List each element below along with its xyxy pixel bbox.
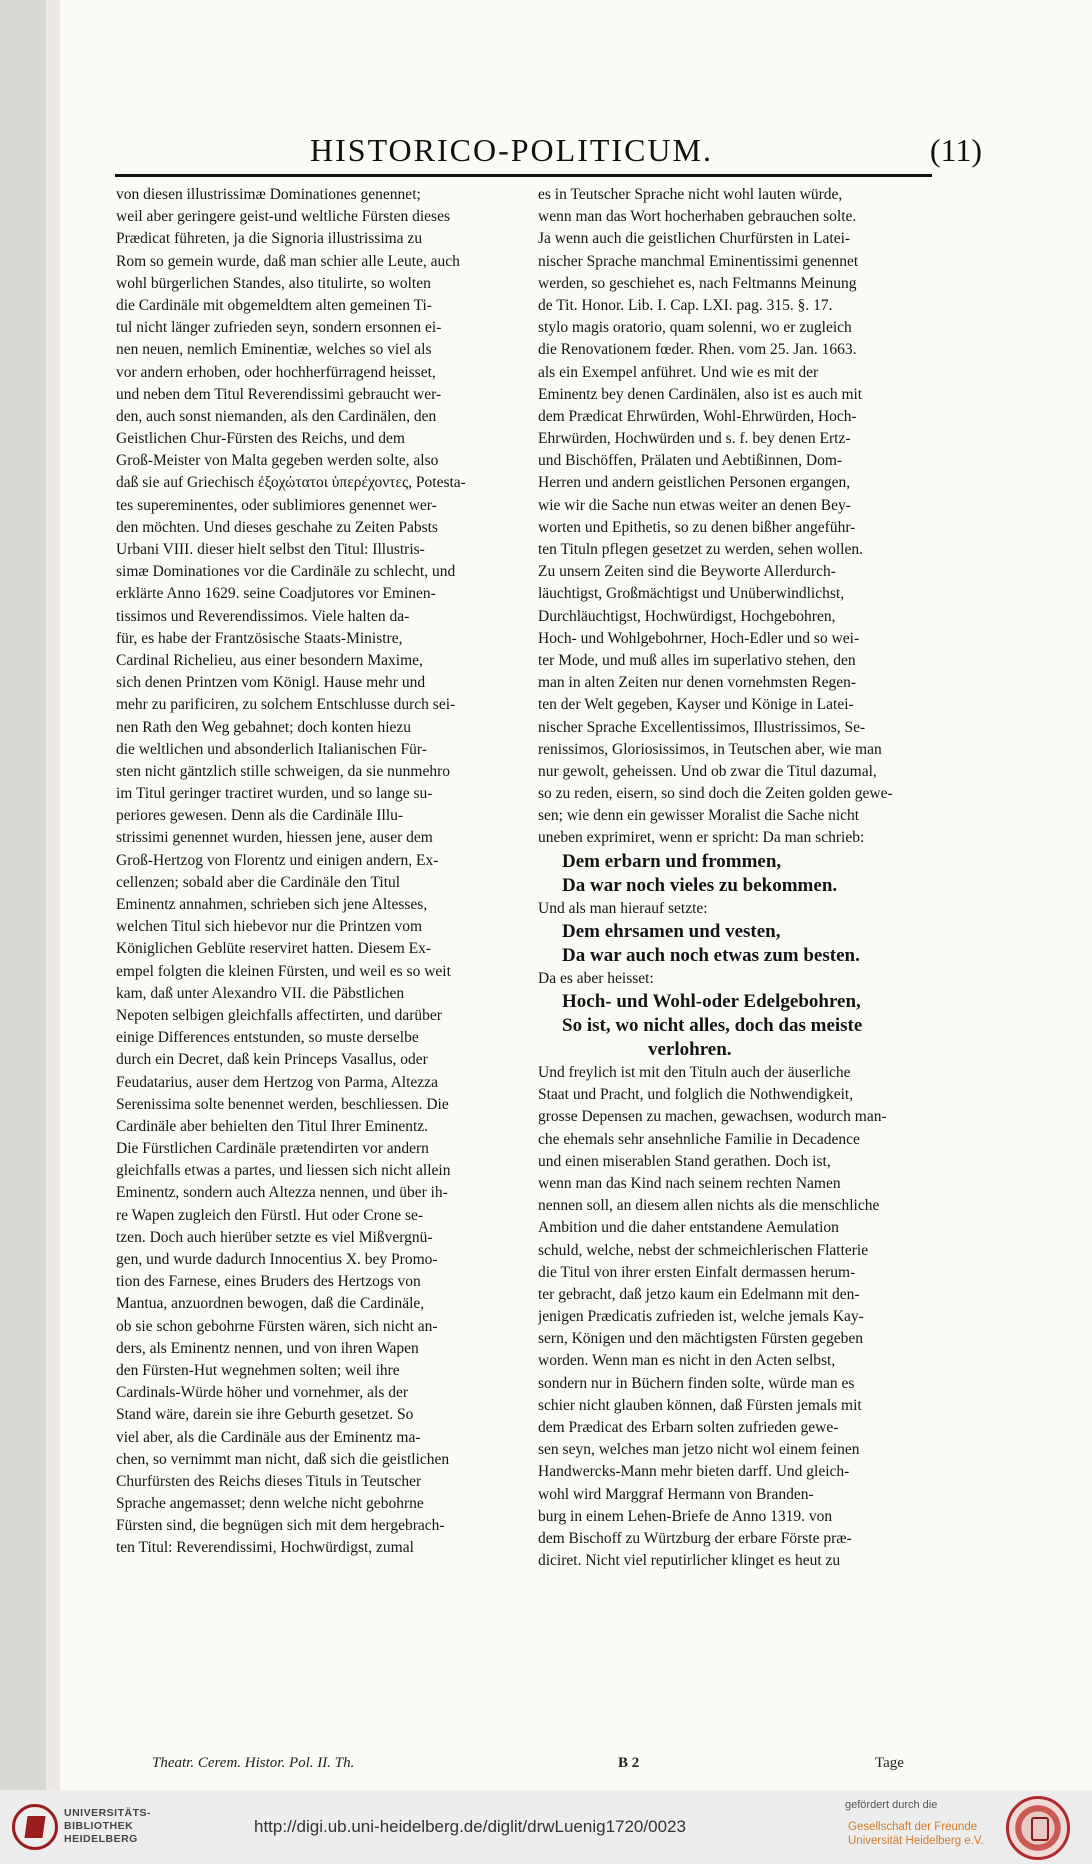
catchword: Tage bbox=[875, 1755, 904, 1771]
text-line: jenigen Prædicatis zufrieden ist, welche jemals Kay- bbox=[538, 1308, 864, 1326]
text-line: den Fürsten-Hut wegnehmen solten; weil ihre bbox=[116, 1361, 400, 1379]
text-line: worden. Wenn man es nicht in den Acten selbst, bbox=[538, 1352, 836, 1370]
text-line: ter Mode, und muß alles im superlativo stehen, den bbox=[538, 651, 856, 669]
text-line: Staat und Pracht, und folglich die Nothwendigkeit, bbox=[538, 1086, 854, 1104]
viewer-footer bbox=[0, 1790, 1092, 1864]
text-line: grosse Depensen zu machen, gewachsen, wodurch man- bbox=[538, 1108, 887, 1126]
text-line: die Cardinäle mit obgemeldtem alten gemeinen Ti- bbox=[116, 296, 432, 314]
text-line: uneben exprimiret, wenn er spricht: Da man schrieb: bbox=[538, 829, 865, 847]
text-line: Königlichen Geblüte reserviret hatten. Diesem Ex- bbox=[116, 940, 432, 958]
text-line: gen, und wurde dadurch Innocentius X. bey Promo- bbox=[116, 1251, 438, 1268]
text-line: schier nicht glauben können, daß Fürsten jemals mit bbox=[538, 1396, 862, 1414]
text-line: che ehemals sehr ansehnliche Familie in Decadence bbox=[538, 1130, 860, 1148]
page-number: (11) bbox=[929, 132, 982, 168]
text-line: nen neuen, nemlich Eminentiæ, welches so viel als bbox=[116, 341, 432, 359]
text-line: die Renovationem fœder. Rhen. vom 25. Jan. 1663. bbox=[538, 341, 857, 359]
text-line: dem Prædicat Ehrwürden, Wohl-Ehrwürden, Hoch- bbox=[538, 407, 857, 425]
text-line: die Titul von ihrer ersten Einfalt dermassen herum- bbox=[538, 1263, 856, 1281]
right-column bbox=[538, 184, 944, 1572]
text-line: erklärte Anno 1629. seine Coadjutores vor Eminen- bbox=[116, 585, 436, 603]
text-line: Mantua, anzuordnen bewogen, daß die Cardinäle, bbox=[116, 1295, 425, 1313]
university-seal-icon bbox=[12, 1804, 58, 1850]
text-line: tzen. Doch auch hierüber setzte es viel Mißvergnü- bbox=[116, 1228, 433, 1246]
text-line: den, auch sonst niemanden, als den Cardinälen, den bbox=[116, 407, 437, 425]
text-line: weil aber geringere geist-und weltliche Fürsten dieses bbox=[116, 208, 450, 226]
text-line: tes supereminentes, oder sublimiores genennet wer- bbox=[116, 496, 437, 514]
text-line: Eminentz annahmen, schrieben sich jene Altesses, bbox=[116, 896, 428, 913]
text-line: dem Prædicat des Erbarn solten zufrieden gewe- bbox=[538, 1419, 839, 1436]
text-line: so zu reden, eisern, so sind doch die Zeiten golden gewe- bbox=[538, 785, 893, 803]
text-line: Geistlichen Chur-Fürsten des Reichs, und dem bbox=[116, 430, 405, 448]
left-column bbox=[116, 184, 526, 1560]
sponsor-name[interactable]: Gesellschaft der Freunde Universität Heidelberg e.V. bbox=[848, 1821, 984, 1847]
text-line: wohl bürgerlichen Standes, also titulirte, so wolten bbox=[116, 274, 431, 292]
text-line: Eminentz, sondern auch Altezza nennen, und über ih- bbox=[116, 1184, 448, 1202]
verse-line: verlohren. bbox=[648, 1039, 732, 1060]
text-line: im Titul geringer tractiret wurden, und so lange su- bbox=[116, 785, 433, 803]
text-line: und Bischöffen, Prälaten und Aebtißinnen, Dom- bbox=[538, 452, 843, 470]
text-line: worten und Epithetis, so zu denen bißher angeführ- bbox=[538, 518, 856, 536]
right-column-text-top bbox=[538, 184, 944, 850]
text-line: tissimos und Reverendissimos. Viele halten da- bbox=[116, 607, 410, 625]
text-line: renissimos, Gloriosissimos, in Teutschen aber, wie man bbox=[538, 740, 882, 758]
text-line: strissimi genennet wurden, hiessen jene, auser dem bbox=[116, 829, 433, 847]
text-line: stylo magis oratorio, quam solenni, wo er zugleich bbox=[538, 319, 852, 337]
text-line: werden, so geschiehet es, nach Feltmanns Meinung bbox=[538, 274, 857, 292]
text-line: die weltlichen und absonderlich Italianischen Für- bbox=[116, 740, 427, 758]
text-line: dem Bischoff zu Würtzburg der erbare Förste præ- bbox=[538, 1529, 852, 1547]
text-line: Cardinal Richelieu, aus einer besondern Maxime, bbox=[116, 651, 423, 669]
text-line: wenn man das Wort hocherhaben gebrauchen solte. bbox=[538, 208, 857, 226]
text-line: nischer Sprache Excellentissimos, Illustrissimos, Se- bbox=[538, 718, 866, 736]
header-rule bbox=[115, 174, 932, 177]
verse-line: Da war noch vieles zu bekommen. bbox=[562, 874, 838, 896]
text-line: wohl wird Marggraf Hermann von Branden- bbox=[538, 1485, 814, 1503]
page-gutter bbox=[0, 0, 46, 1790]
text-line: Rom so gemein wurde, daß man schier alle Leute, auch bbox=[116, 252, 460, 270]
text-line: burg in einem Lehen-Briefe de Anno 1319. von bbox=[538, 1507, 833, 1525]
verse-line: Dem erbarn und frommen, bbox=[562, 850, 782, 872]
text-line: läuchtigst, Großmächtigst und Unüberwindlichst, bbox=[538, 585, 845, 603]
text-line: Feudatarius, auser dem Hertzog von Parma, Altezza bbox=[116, 1073, 438, 1091]
text-line: ten Tituln pflegen gesetzet zu werden, sehen wollen. bbox=[538, 541, 863, 558]
text-line: Handwercks-Mann mehr bieten darff. Und gleich- bbox=[538, 1463, 850, 1481]
text-line: Groß-Meister von Malta gegeben werden solte, also bbox=[116, 452, 439, 470]
text-line: Cardinals-Würde höher und vornehmer, als der bbox=[116, 1384, 409, 1402]
text-line: schuld, welche, nebst der schmeichlerischen Flatterie bbox=[538, 1241, 869, 1259]
text-line: Hoch- und Wohlgebohrner, Hoch-Edler und so wei- bbox=[538, 629, 860, 647]
text-line: cellenzen; sobald aber die Cardinäle den Titul bbox=[116, 873, 401, 891]
text-line: wie wir die Sache nun etwas weiter an denen Bey- bbox=[538, 496, 851, 514]
text-line: Prædicat führeten, ja die Signoria illustrissima zu bbox=[116, 230, 423, 248]
text-line: chen, so vernimmt man nicht, daß sich die geistlichen bbox=[116, 1450, 450, 1468]
text-line: einige Differences entstunden, so muste derselbe bbox=[116, 1029, 419, 1047]
text-line: wenn man das Kind nach seinem rechten Namen bbox=[538, 1174, 841, 1192]
text-line: tion des Farnese, eines Bruders des Hertzogs von bbox=[116, 1273, 421, 1291]
text-line: sten nicht gäntzlich stille schweigen, da sie nunmehro bbox=[116, 762, 451, 780]
right-column-text-bottom bbox=[538, 1062, 944, 1572]
text-line: viel aber, als die Cardinäle aus der Eminentz ma- bbox=[116, 1428, 421, 1446]
text-line: kam, daß unter Alexandro VII. die Päbstlichen bbox=[116, 984, 405, 1002]
text-line: Cardinäle aber behielten den Titul Ihrer Eminentz. bbox=[116, 1117, 429, 1135]
text-line: es in Teutscher Sprache nicht wohl lauten würde, bbox=[538, 186, 843, 203]
text-line: diciret. Nicht viel reputirlicher klinget es heut zu bbox=[538, 1552, 841, 1570]
text-line: ob sie schon gebohrne Fürsten wären, sich nicht an- bbox=[116, 1317, 438, 1335]
verse-line: Dem ehrsamen und vesten, bbox=[562, 920, 781, 942]
text-line: Ja wenn auch die geistlichen Churfürsten in Latei- bbox=[538, 230, 851, 248]
text-line: Die Fürstlichen Cardinäle prætendirten vor andern bbox=[116, 1140, 429, 1158]
text-line: empel folgten die kleinen Fürsten, und weil es so weit bbox=[116, 962, 451, 980]
text-line: de Tit. Honor. Lib. I. Cap. LXI. pag. 315. §. 17. bbox=[538, 296, 833, 314]
text-line: von diesen illustrissimæ Dominationes genennet; bbox=[116, 186, 421, 203]
text-line: gleichfalls etwas a partes, und liessen sich nicht allein bbox=[116, 1162, 451, 1180]
text-line: Ehrwürden, Hochwürden und s. f. bey denen Ertz- bbox=[538, 430, 851, 448]
text-line: und einen miserablen Stand gerathen. Doch ist, bbox=[538, 1152, 831, 1170]
verse-line: So ist, wo nicht alles, doch das meiste bbox=[562, 1015, 863, 1036]
text-line: als ein Exempel anführet. Und wie es mit der bbox=[538, 363, 819, 381]
page-header bbox=[310, 132, 982, 172]
text-line: tul nicht länger zufrieden seyn, sondern ersonnen ei- bbox=[116, 319, 442, 337]
connector-line: Da es aber heisset: bbox=[538, 969, 654, 987]
text-line: nen Rath den Weg gebahnet; doch konten hiezu bbox=[116, 718, 412, 736]
text-line: nur gewolt, geheissen. Und ob zwar die Titul dazumal, bbox=[538, 762, 877, 780]
text-line: nennen soll, an diesem allen nichts als die menschliche bbox=[538, 1197, 880, 1215]
text-line: den möchten. Und dieses geschahe zu Zeiten Pabsts bbox=[116, 518, 438, 536]
text-line: für, es habe der Frantzösische Staats-Ministre, bbox=[116, 629, 403, 647]
text-line: Herren und andern geistlichen Personen ergangen, bbox=[538, 474, 851, 492]
running-title: HISTORICO-POLITICUM. bbox=[310, 132, 713, 168]
text-line: Eminentz bey denen Cardinälen, also ist es auch mit bbox=[538, 385, 863, 403]
text-line: vor andern erhoben, oder hochherfürragend heisset, bbox=[116, 363, 436, 381]
permalink-url[interactable]: http://digi.ub.uni-heidelberg.de/diglit/drwLuenig1720/0023 bbox=[254, 1817, 686, 1836]
text-line: Sprache angemasset; denn welche nicht gebohrne bbox=[116, 1495, 424, 1513]
text-line: periores gewesen. Denn als die Cardinäle Illu- bbox=[116, 807, 404, 825]
text-line: Urbani VIII. dieser hielt selbst den Titul: Illustris- bbox=[116, 541, 425, 558]
text-line: welchen Titul sich hiebevor nur die Printzen vom bbox=[116, 918, 423, 936]
text-line: re Wapen zugleich den Fürstl. Hut oder Crone se- bbox=[116, 1206, 424, 1224]
text-line: daß sie auf Griechisch ἐξοχώτατοι ὑπερέχοντες, Potesta- bbox=[116, 474, 466, 492]
text-line: Fürsten sind, die begnügen sich mit dem hergebrach- bbox=[116, 1517, 445, 1535]
sponsor-seal-icon bbox=[1006, 1796, 1070, 1860]
sponsor-label: gefördert durch die bbox=[845, 1799, 938, 1811]
verse-line: Da war auch noch etwas zum besten. bbox=[562, 944, 860, 966]
text-line: ten der Welt gegeben, Kayser und Könige in Latei- bbox=[538, 696, 854, 714]
text-line: Serenissima solte benennet werden, beschliessen. Die bbox=[116, 1095, 449, 1113]
text-line: Groß-Hertzog von Florentz und einigen andern, Ex- bbox=[116, 851, 439, 869]
verse-line: Hoch- und Wohl-oder Edelgebohren, bbox=[562, 991, 861, 1012]
text-line: sen seyn, welches man jetzo nicht wol einem feinen bbox=[538, 1441, 860, 1459]
text-line: man in alten Zeiten nur denen vornehmsten Regen- bbox=[538, 674, 857, 692]
text-line: Und freylich ist mit den Tituln auch der äuserliche bbox=[538, 1064, 851, 1081]
text-line: Churfürsten des Reichs dieses Tituls in Teutscher bbox=[116, 1472, 422, 1490]
text-line: Nepoten selbigen gleichfalls affectirten, und darüber bbox=[116, 1006, 442, 1024]
text-line: Zu unsern Zeiten sind die Beyworte Allerdurch- bbox=[538, 563, 836, 581]
text-line: sondern nur in Büchern finden solte, würde man es bbox=[538, 1374, 855, 1392]
text-line: sern, Königen und den mächtigsten Fürsten gegeben bbox=[538, 1330, 863, 1348]
signature-mark: B 2 bbox=[618, 1755, 640, 1771]
text-line: und neben dem Titul Reverendissimi gebraucht wer- bbox=[116, 385, 442, 403]
text-line: Ambition und die daher entstandene Aemulation bbox=[538, 1219, 839, 1237]
text-line: mehr zu parificiren, zu solchem Entschlusse durch sei- bbox=[116, 696, 456, 714]
text-line: sich denen Printzen vom Königl. Hause mehr und bbox=[116, 674, 426, 692]
signature-title: Theatr. Cerem. Histor. Pol. II. Th. bbox=[152, 1755, 355, 1771]
text-line: ter gebracht, daß jetzo kaum ein Edelmann mit den- bbox=[538, 1285, 860, 1303]
library-name[interactable]: UNIVERSITÄTS- BIBLIOTHEK HEIDELBERG bbox=[64, 1807, 152, 1845]
text-line: ten Titul: Reverendissimi, Hochwürdigst, zumal bbox=[116, 1539, 414, 1557]
text-line: nischer Sprache manchmal Eminentissimi genennet bbox=[538, 252, 859, 270]
text-line: simæ Dominationes vor die Cardinäle zu schlecht, und bbox=[116, 563, 456, 581]
text-line: Stand wäre, darein sie ihre Geburth gesetzet. So bbox=[116, 1406, 414, 1424]
text-line: durch ein Decret, daß kein Princeps Vasallus, oder bbox=[116, 1051, 428, 1069]
connector-line: Und als man hierauf setzte: bbox=[538, 899, 708, 917]
text-line: ders, als Eminentz nennen, und von ihren Wapen bbox=[116, 1339, 419, 1357]
text-line: sen; wie denn ein gewisser Moralist die Sache nicht bbox=[538, 807, 860, 825]
page-edge bbox=[46, 0, 60, 1790]
text-line: Durchläuchtigst, Hochwürdigst, Hochgebohren, bbox=[538, 607, 836, 625]
